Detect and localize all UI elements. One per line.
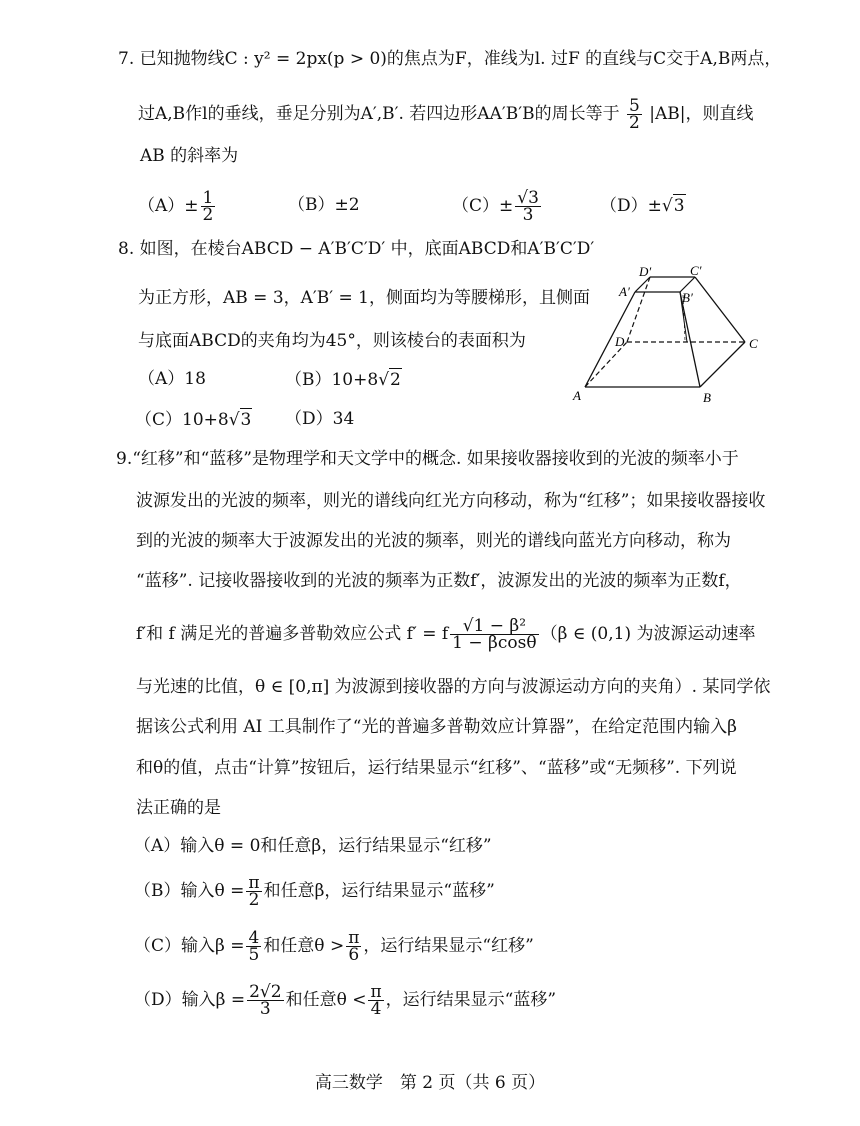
q9-line5-tail: （β ∈ (0,1) 为波源运动速率: [540, 624, 756, 644]
label-B1: B′: [682, 290, 693, 305]
denominator: 3: [259, 999, 271, 1019]
q9-optD-fraction1: [247, 984, 283, 1017]
label-C1: C′: [690, 263, 702, 278]
option-text: （B）输入θ =: [134, 881, 245, 901]
label-D1: D′: [639, 264, 652, 279]
label-A1: A′: [619, 284, 630, 299]
numerator: 5: [628, 96, 640, 116]
numerator: 2√2: [249, 982, 282, 1002]
radicand: 2: [390, 370, 401, 390]
denominator: 2: [202, 205, 214, 225]
page-footer: 高三数学 第 2 页（共 6 页）: [314, 1073, 546, 1093]
q7-optC-fraction: [515, 190, 541, 223]
q8-option-d: （D）34: [285, 409, 355, 429]
q7-line2: [138, 98, 753, 131]
q7-option-c: [452, 190, 543, 223]
denominator: 3: [522, 205, 534, 225]
frustum-figure: [565, 262, 765, 407]
q7-line2-text: 过A,B作l的垂线，垂足分别为A′,B′. 若四边形AA′B′B的周长等于: [138, 104, 620, 124]
radicand: 3: [673, 196, 685, 216]
option-label: （C）10+8: [135, 410, 229, 430]
option-tail: ，运行结果显示“蓝移”: [385, 990, 557, 1010]
label-B: B: [703, 390, 711, 405]
q9-optC-fraction1: [246, 930, 261, 963]
q8-option-a: （A）18: [138, 369, 206, 389]
option-label: （C）±: [452, 196, 514, 216]
denominator: 2: [248, 890, 260, 910]
numerator: 1: [202, 188, 214, 208]
q9-optB-fraction: [246, 875, 261, 908]
numerator: 4: [248, 928, 260, 948]
q7-fraction: [627, 98, 642, 131]
numerator: √3: [517, 188, 539, 208]
doppler-formula-fraction: [450, 618, 538, 651]
label-A: A: [573, 388, 581, 403]
label-C: C: [749, 336, 758, 351]
denominator: 5: [248, 945, 260, 965]
q7-option-a: [138, 190, 217, 223]
q8-option-b: （B）10+8√2: [285, 370, 401, 390]
q9-line4: “蓝移”. 记接收器接收到的光波的频率为正数f′，波源发出的光波的频率为正数f，: [136, 571, 742, 591]
q9-line5: [136, 618, 756, 651]
q9-line5-text: f′和 f 满足光的普遍多普勒效应公式 f′ = f: [136, 624, 449, 644]
numerator: π: [370, 982, 382, 1002]
q9-option-c: [134, 930, 534, 963]
q9-option-a: （A）输入θ = 0和任意β，运行结果显示“红移”: [134, 836, 492, 856]
option-text: （D）输入β =: [134, 990, 246, 1010]
q9-line3: 到的光波的频率大于波源发出的光波的频率，则光的谱线向蓝光方向移动，称为: [136, 531, 731, 551]
numerator: √1 − β²: [450, 618, 538, 635]
option-tail: 和任意β，运行结果显示“蓝移”: [263, 881, 495, 901]
q7-line3: AB 的斜率为: [140, 146, 239, 166]
denominator: 6: [348, 945, 360, 965]
q9-option-b: [134, 875, 495, 908]
q9-line7: 据该公式利用 AI 工具制作了“光的普遍多普勒效应计算器”，在给定范围内输入β: [136, 717, 738, 737]
q9-optC-fraction2: [346, 930, 361, 963]
option-tail: ，运行结果显示“红移”: [363, 936, 534, 956]
q9-line2: 波源发出的光波的频率，则光的谱线向红光方向移动，称为“红移”；如果接收器接收: [136, 491, 766, 511]
radicand: 3: [240, 410, 252, 430]
q7-line1: 7. 已知抛物线C : y² = 2px(p > 0)的焦点为F，准线为l. 过F 的直线与C交于A,B两点，: [118, 49, 782, 69]
q9-option-d: [134, 984, 556, 1017]
option-label: （B）10+8: [285, 370, 379, 390]
denominator: 1 − βcosθ: [452, 633, 537, 653]
option-text: （C）输入β =: [134, 936, 245, 956]
q7-option-d: （D）±√3: [600, 196, 685, 216]
q9-line1: 9.“红移”和“蓝移”是物理学和天文学中的概念. 如果接收器接收到的光波的频率小于: [116, 449, 739, 469]
q9-line9: 法正确的是: [136, 798, 221, 818]
q7-optA-fraction: [201, 190, 216, 223]
q9-optD-fraction2: [368, 984, 383, 1017]
q7-line2-tail: |AB|，则直线: [649, 104, 754, 124]
q9-line8: 和θ的值，点击“计算”按钮后，运行结果显示“红移”、“蓝移”或“无频移”. 下列说: [136, 758, 737, 778]
q7-option-b: （B）±2: [288, 195, 360, 215]
q8-line3: 与底面ABCD的夹角均为45°，则该棱台的表面积为: [138, 331, 526, 351]
label-D: D: [615, 334, 625, 349]
option-label: （D）±: [600, 196, 662, 216]
option-label: （A）±: [138, 196, 199, 216]
numerator: π: [248, 873, 260, 893]
option-mid: 和任意θ <: [285, 990, 367, 1010]
denominator: 2: [628, 113, 640, 133]
q8-line2: 为正方形，AB = 3，A′B′ = 1，侧面均为等腰梯形，且侧面: [138, 288, 590, 308]
q8-line1: 8. 如图，在棱台ABCD − A′B′C′D′ 中，底面ABCD和A′B′C′D′: [118, 239, 595, 259]
numerator: π: [348, 928, 360, 948]
option-mid: 和任意θ >: [263, 936, 345, 956]
q8-option-c: （C）10+8√3: [135, 410, 252, 430]
q9-line6: 与光速的比值，θ ∈ [0,π] 为波源到接收器的方向与波源运动方向的夹角）. 某同学依: [136, 677, 771, 697]
denominator: 4: [370, 999, 382, 1019]
